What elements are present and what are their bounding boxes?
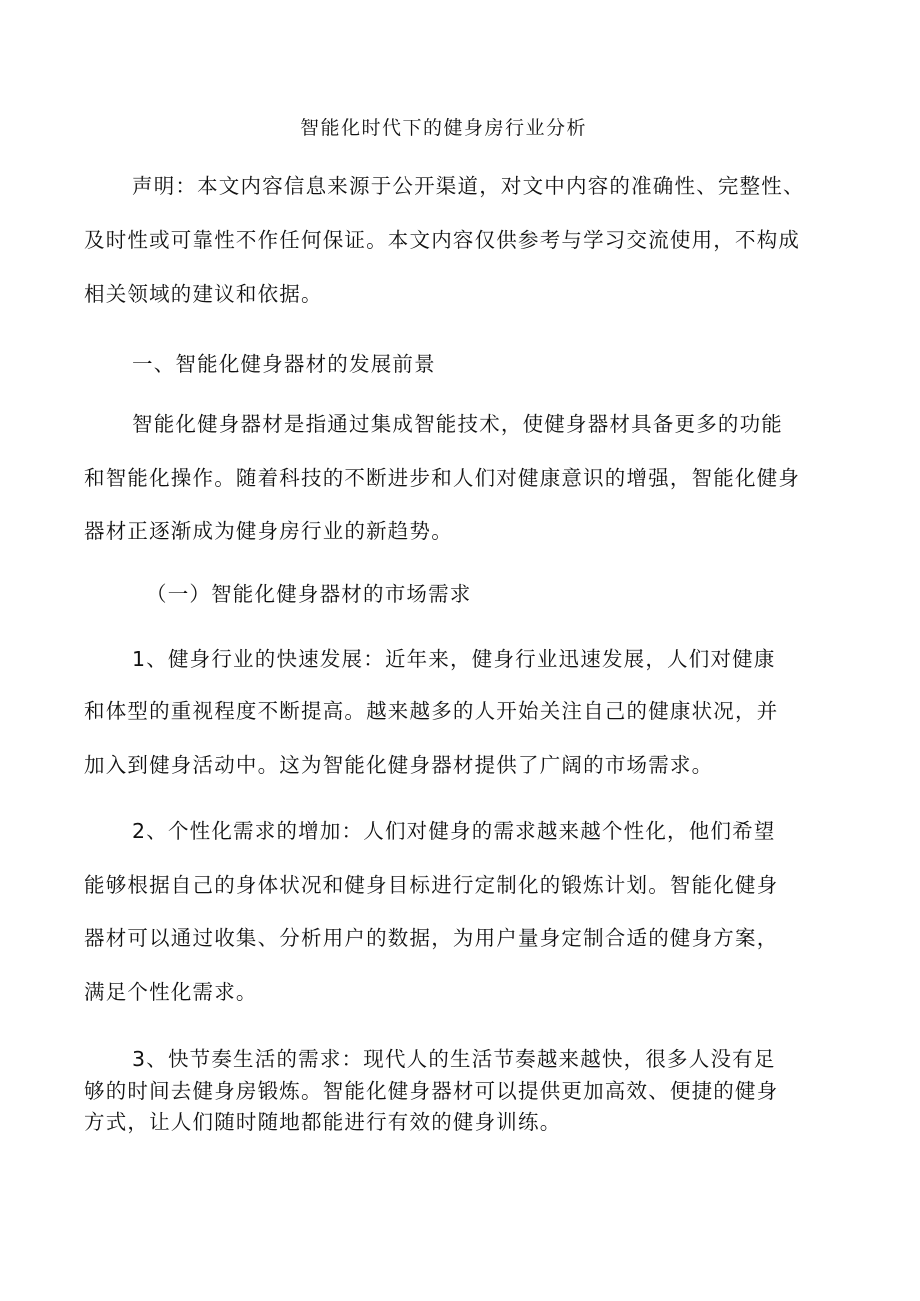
point-3-line: 够的时间去健身房锻炼。智能化健身器材可以提供更加高效、便捷的健身	[84, 1079, 779, 1103]
point-1-line: 1、健身行业的快速发展：近年来，健身行业迅速发展，人们对健康	[132, 647, 776, 671]
section-heading: 一、智能化健身器材的发展前景	[132, 352, 436, 376]
intro-line: 器材正逐渐成为健身房行业的新趋势。	[84, 519, 453, 543]
disclaimer-line: 相关领域的建议和依据。	[84, 282, 323, 306]
document-title: 智能化时代下的健身房行业分析	[300, 117, 588, 139]
point-2-line: 满足个性化需求。	[84, 980, 258, 1004]
intro-line: 智能化健身器材是指通过集成智能技术，使健身器材具备更多的功能	[132, 412, 783, 436]
point-2-line: 器材可以通过收集、分析用户的数据，为用户量身定制合适的健身方案，	[84, 926, 779, 950]
point-1-line: 和体型的重视程度不断提高。越来越多的人开始关注自己的健康状况，并	[84, 699, 779, 723]
point-1-line: 加入到健身活动中。这为智能化健身器材提供了广阔的市场需求。	[84, 753, 714, 777]
point-3-line: 3、快节奏生活的需求：现代人的生活节奏越来越快，很多人没有足	[132, 1047, 776, 1071]
subsection-heading: （一）智能化健身器材的市场需求	[146, 582, 472, 606]
point-3-line: 方式，让人们随时随地都能进行有效的健身训练。	[84, 1110, 562, 1134]
intro-line: 和智能化操作。随着科技的不断进步和人们对健康意识的增强，智能化健身	[84, 466, 801, 490]
disclaimer-line: 及时性或可靠性不作任何保证。本文内容仅供参考与学习交流使用，不构成	[84, 228, 801, 252]
point-2-line: 2、个性化需求的增加：人们对健身的需求越来越个性化，他们希望	[132, 819, 776, 843]
point-2-line: 能够根据自己的身体状况和健身目标进行定制化的锻炼计划。智能化健身	[84, 873, 779, 897]
disclaimer-line: 声明：本文内容信息来源于公开渠道，对文中内容的准确性、完整性、	[132, 174, 805, 198]
